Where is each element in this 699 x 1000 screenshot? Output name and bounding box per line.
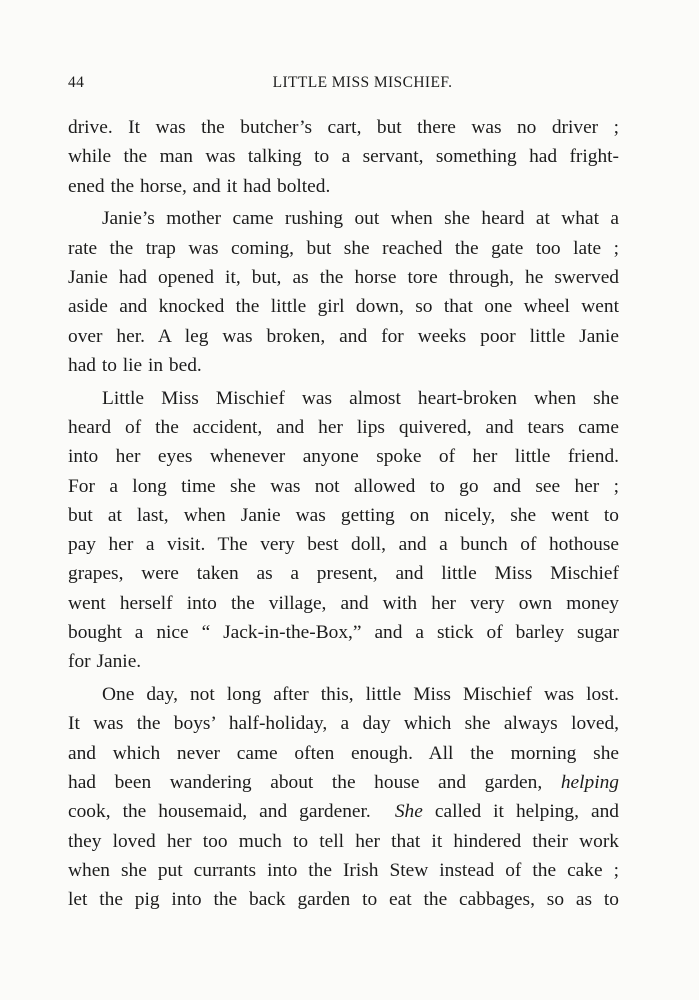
text-line: went herself into the village, and with her very own money [68, 592, 619, 614]
text-line: while the man was talking to a servant, something had fright- [68, 146, 619, 168]
text-line: For a long time she was not allowed to go and see her ; [68, 475, 619, 497]
text-segment: had been wandering about the house and garden, [68, 772, 543, 794]
text-line-with-italic [68, 768, 619, 797]
text-line: and which never came often enough. All the morning she [68, 742, 619, 764]
text-line: drive. It was the butcher’s cart, but there was no driver ; [68, 117, 619, 138]
text-line: over her. A leg was broken, and for weeks poor little Janie [68, 325, 619, 347]
text-line: heard of the accident, and her lips quivered, and tears came [68, 416, 619, 438]
text-line: Little Miss Mischief was almost heart-broken when she [102, 387, 619, 409]
running-title: LITTLE MISS MISCHIEF. [272, 74, 453, 91]
text-line: they loved her too much to tell her that it hindered their work [68, 830, 619, 852]
paragraph-2 [68, 204, 619, 380]
text-line: into her eyes whenever anyone spoke of her little friend. [68, 446, 619, 468]
text-line: when she put currants into the Irish Stew instead of the cake ; [68, 859, 619, 881]
text-line-with-italic [68, 797, 619, 826]
paragraph-1 [68, 113, 619, 201]
italic-word: helping [560, 772, 619, 794]
text-line: pay her a visit. The very best doll, and a bunch of hothouse [68, 534, 619, 556]
text-line: Janie had opened it, but, as the horse tore through, he swerved [68, 266, 619, 288]
text-line: bought a nice “ Jack-in-the-Box,” and a stick of barley sugar [68, 622, 619, 644]
italic-word: She [394, 801, 423, 823]
body-text [68, 113, 619, 918]
text-line: It was the boys’ half-holiday, a day which she always loved, [68, 713, 619, 735]
text-line: grapes, were taken as a present, and little Miss Mischief [68, 563, 619, 585]
text-segment: cook, the housemaid, and gardener. [68, 801, 371, 823]
text-line: One day, not long after this, little Miss Mischief was lost. [102, 684, 619, 706]
text-line: but at last, when Janie was getting on nicely, she went to [68, 504, 619, 526]
page-header [68, 74, 619, 98]
text-line: aside and knocked the little girl down, so that one wheel went [68, 296, 619, 318]
text-line: Janie’s mother came rushing out when she heard at what a [102, 208, 619, 230]
text-line: let the pig into the back garden to eat the cabbages, so as to [68, 889, 619, 911]
page-number: 44 [68, 74, 85, 91]
text-segment: called it helping, and [422, 801, 619, 823]
paragraph-4 [68, 680, 619, 914]
text-line: for Janie. [68, 651, 142, 673]
text-line: rate the trap was coming, but she reached the gate too late ; [68, 237, 619, 259]
text-line: ened the horse, and it had bolted. [68, 175, 331, 197]
paragraph-3 [68, 384, 619, 677]
text-line: had to lie in bed. [68, 354, 202, 376]
